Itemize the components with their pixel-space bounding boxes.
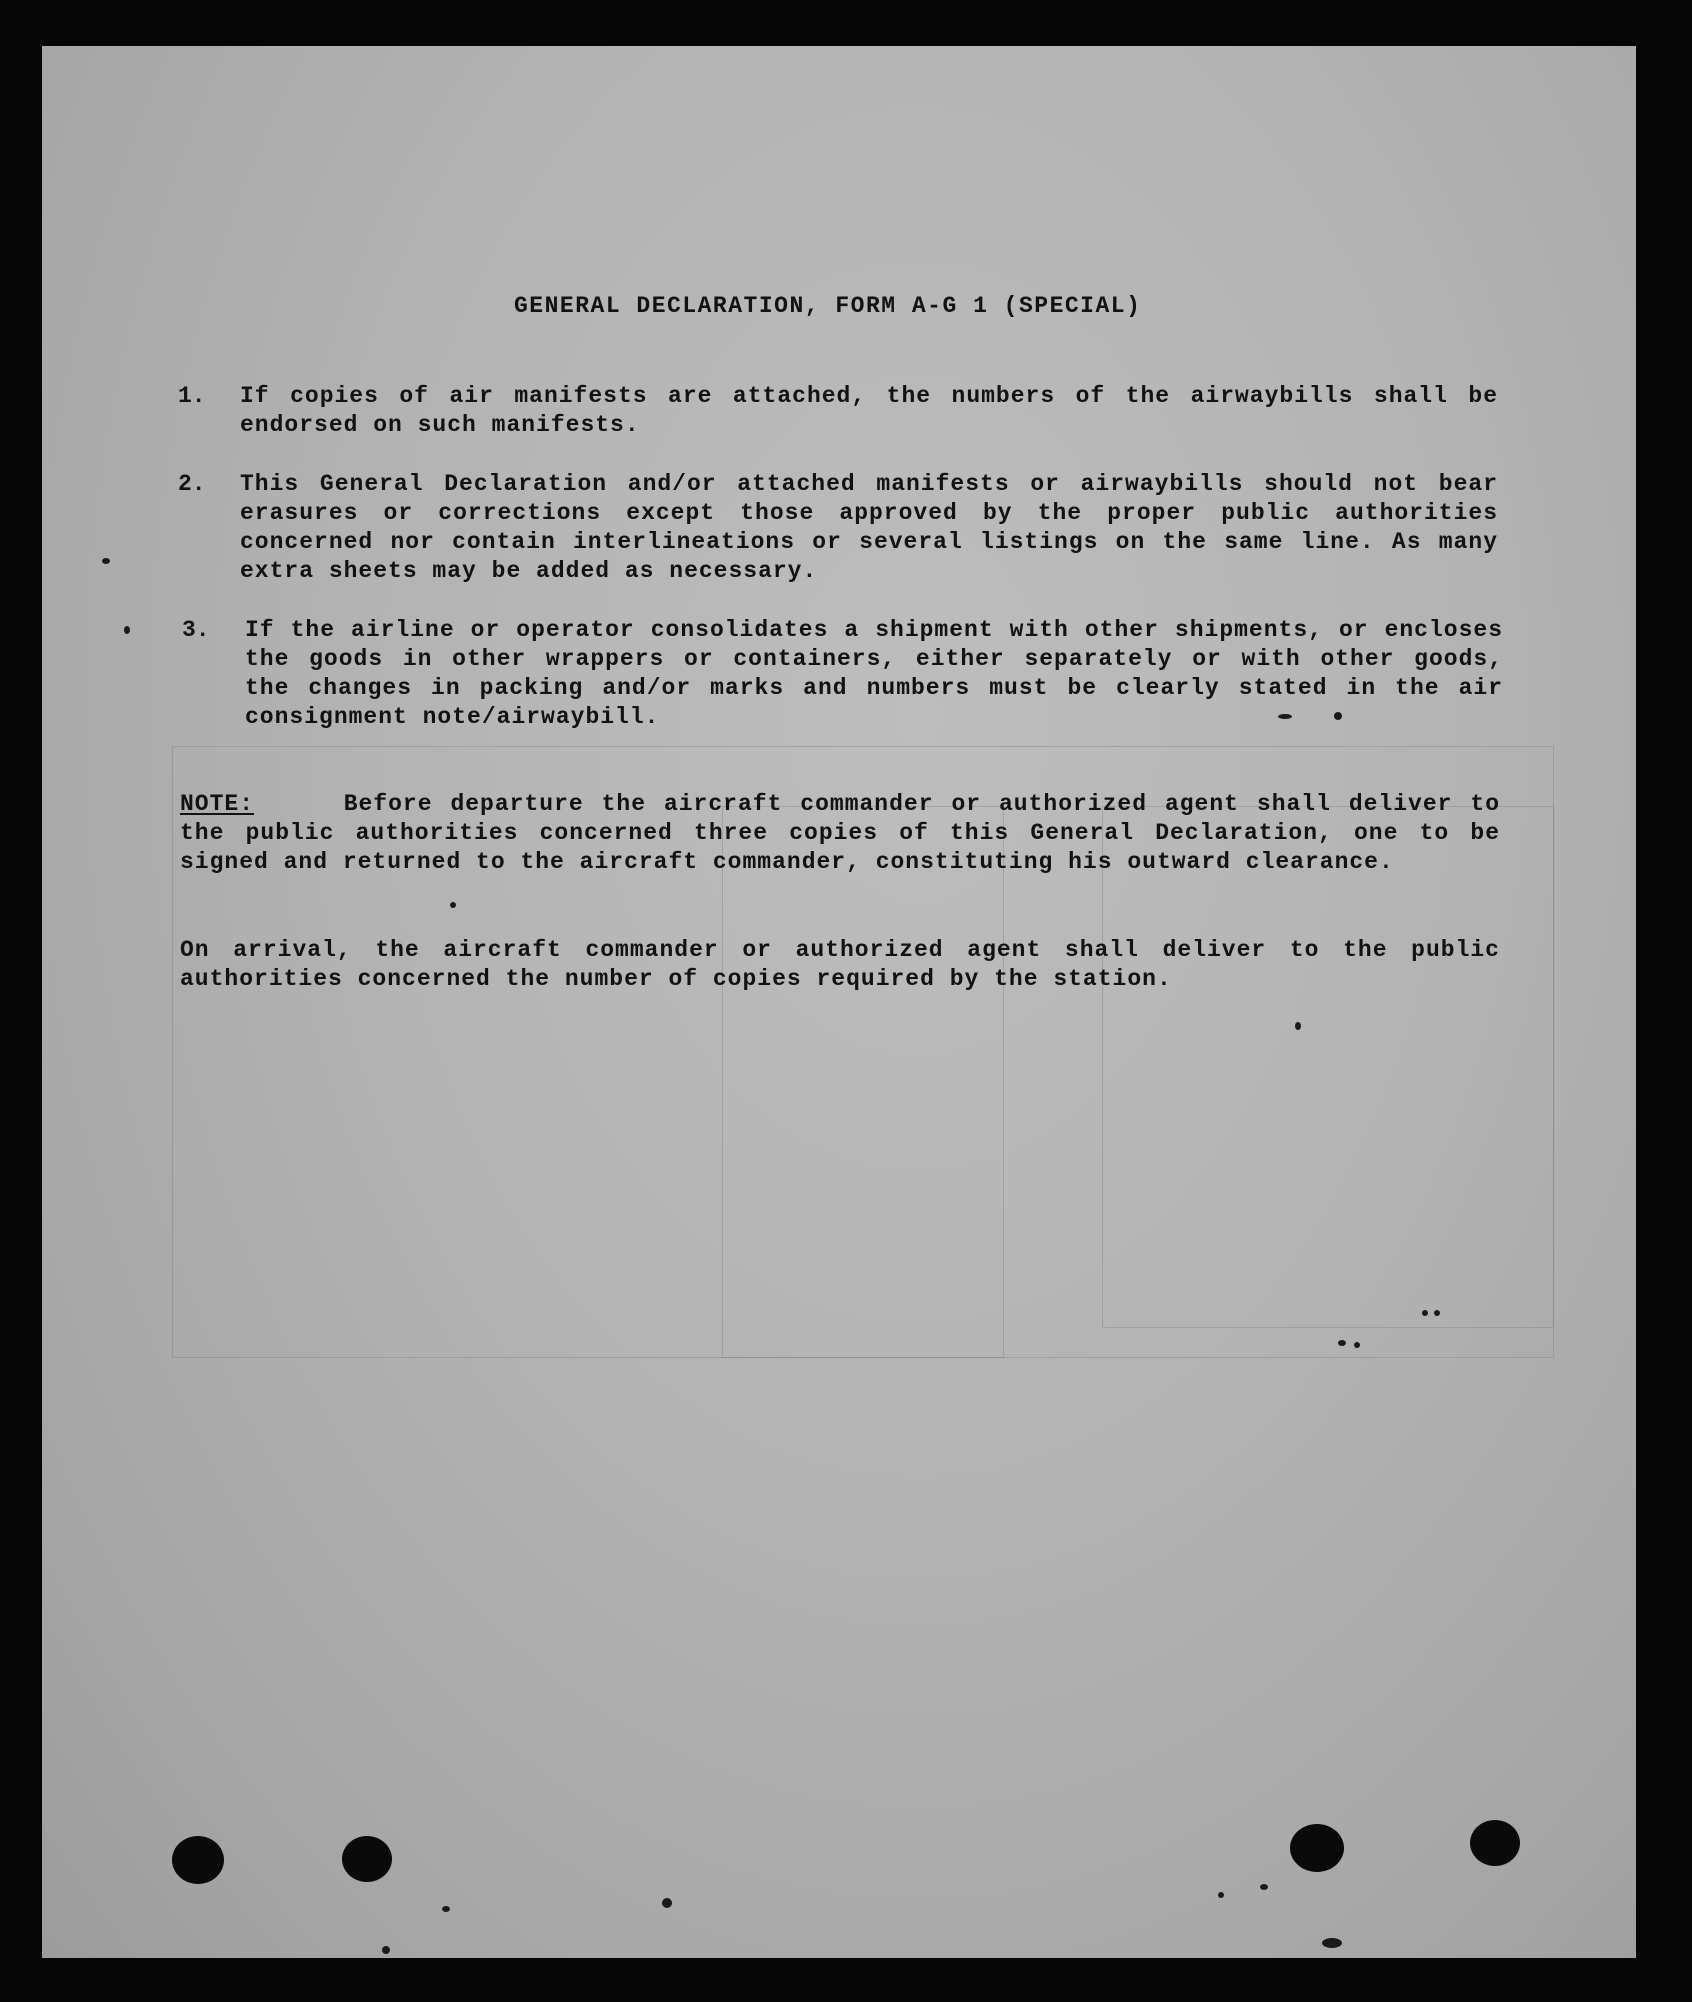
ink-speck: [1295, 1022, 1301, 1030]
ink-speck: [382, 1946, 390, 1954]
item-text: This General Declaration and/or attached manifests or airwaybills should not bear erasures or corrections except those approved by the proper public authorities concerned nor contain interlineations or several listings on the same line. As many extra sheets may be added as necessary.: [240, 471, 1498, 584]
ink-speck: [124, 626, 130, 634]
ink-speck: [1322, 1938, 1342, 1948]
item-number: 2.: [178, 471, 206, 497]
ink-speck: [1422, 1310, 1428, 1316]
ink-speck: [662, 1898, 672, 1908]
punch-hole: [172, 1836, 224, 1884]
ink-speck: [1278, 714, 1292, 719]
ink-speck: [1434, 1310, 1440, 1316]
punch-hole: [1470, 1820, 1520, 1866]
item-number: 3.: [182, 617, 210, 643]
item-number: 1.: [178, 383, 206, 409]
ink-speck: [442, 1906, 450, 1912]
item-text: If the airline or operator consolidates a shipment with other shipments, or encloses the goods in other wrappers or containers, either separately or with other goods, the changes in packing and/or marks and numbers must be clearly stated in the air consignment note/airwaybill.: [245, 617, 1503, 730]
ink-speck: [450, 902, 456, 908]
note-text: Before departure the aircraft commander or authorized agent shall deliver to the public authorities concerned three copies of this General Declaration, one to be signed and returned to the aircraft commander, constituting his outward clearance.: [180, 791, 1500, 875]
note-paragraph: [180, 790, 1500, 877]
document-title: GENERAL DECLARATION, FORM A-G 1 (SPECIAL): [514, 293, 1142, 319]
arrival-paragraph: On arrival, the aircraft commander or authorized agent shall deliver to the public authorities concerned the number of copies required by the station.: [180, 937, 1500, 992]
bleedthrough-grid-column: [1102, 806, 1554, 1328]
bleedthrough-grid-column: [722, 806, 1004, 1358]
ink-speck: [102, 558, 110, 564]
punch-hole: [342, 1836, 392, 1882]
ink-speck: [1260, 1884, 1268, 1890]
ink-speck: [1218, 1892, 1224, 1898]
note-label: NOTE:: [180, 791, 255, 817]
document-page: [42, 46, 1636, 1958]
ink-speck: [1334, 712, 1342, 720]
ink-speck: [1354, 1342, 1360, 1348]
note-spacer: [254, 791, 344, 817]
ink-speck: [1338, 1340, 1346, 1346]
punch-hole: [1290, 1824, 1344, 1872]
item-text: If copies of air manifests are attached, the numbers of the airwaybills shall be endorsed on such manifests.: [240, 383, 1498, 438]
